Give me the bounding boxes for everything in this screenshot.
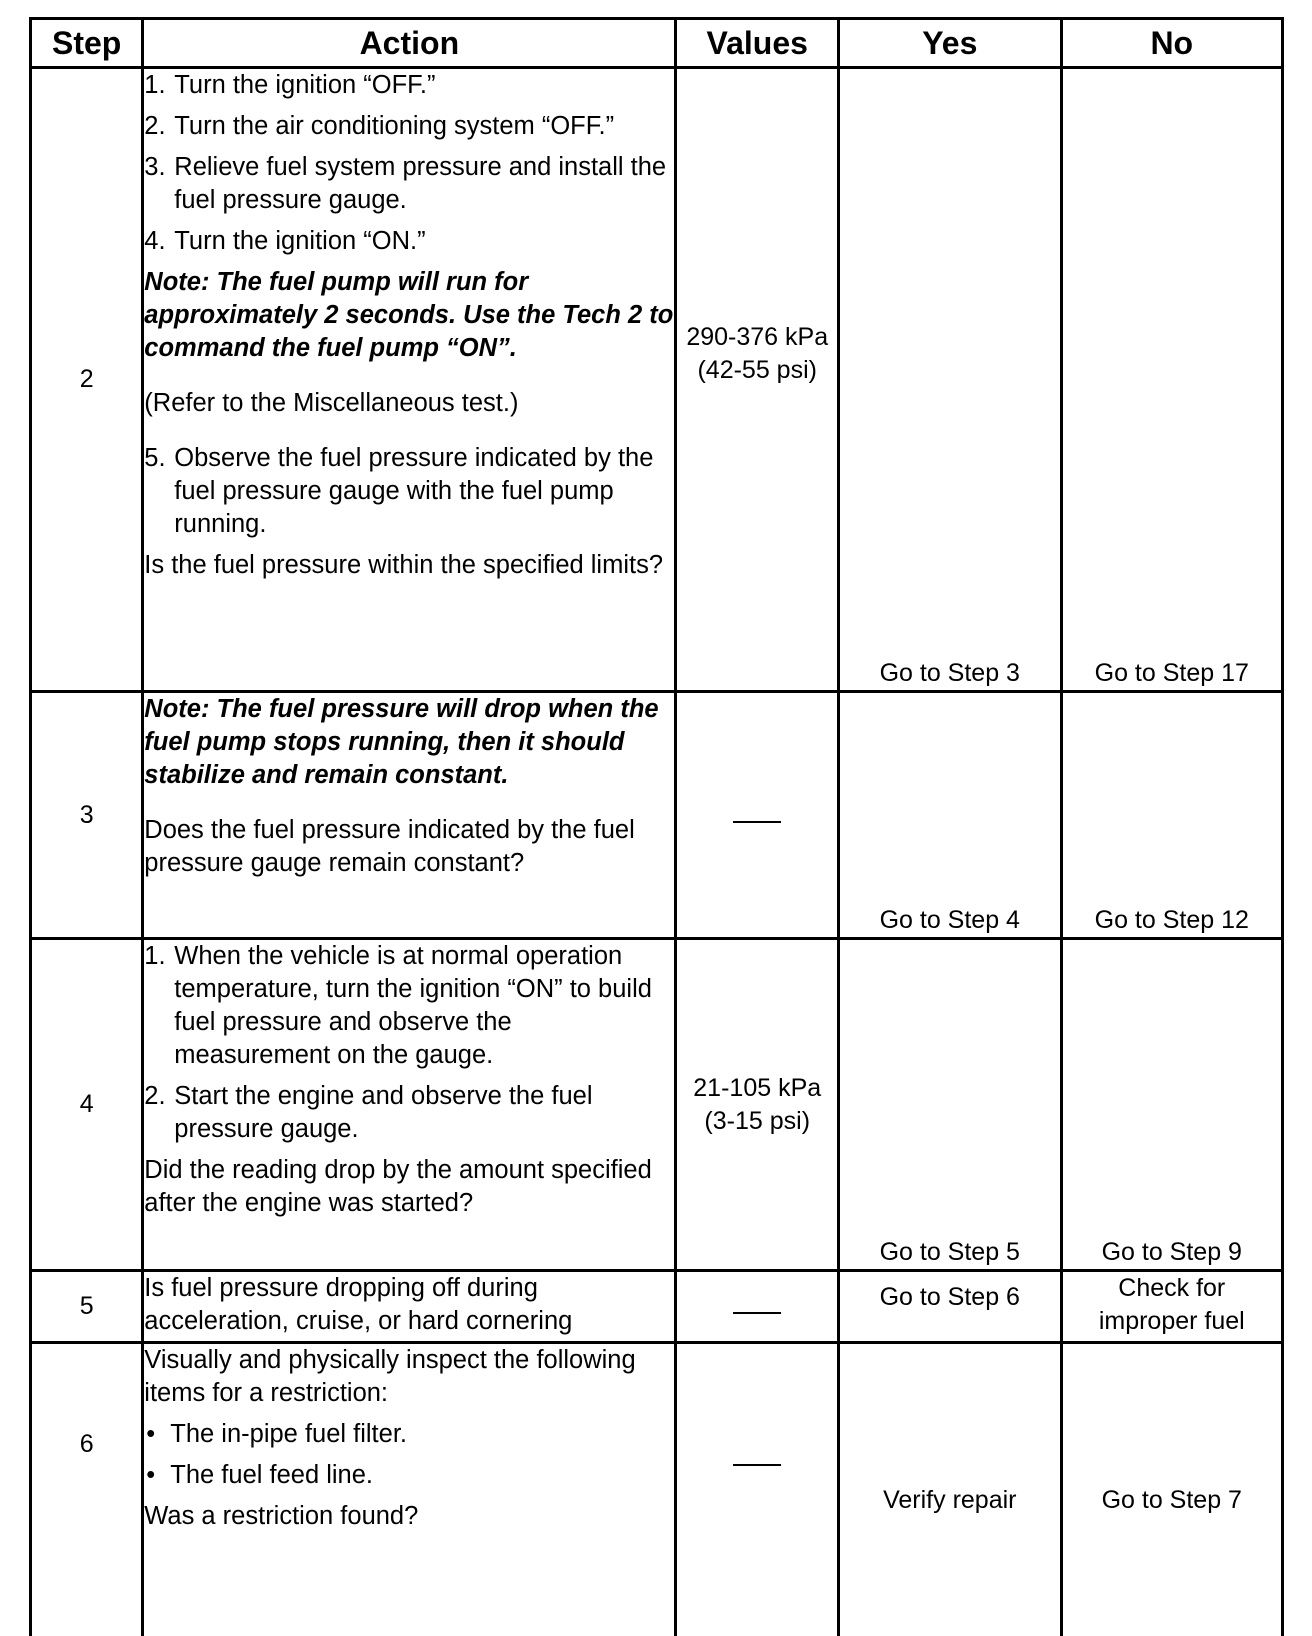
diagnostic-table: [29, 17, 1284, 1636]
values-cell: [676, 1343, 839, 1636]
empty-value-dash: [733, 821, 781, 823]
note-text: Note: The fuel pressure will drop when the fuel pump stops running, then it should stabilize and remain constant.: [144, 695, 659, 789]
no-cell: Go to Step 12: [1061, 692, 1282, 939]
action-cell: [143, 1271, 676, 1343]
question-text: Did the reading drop by the amount specified after the engine was started?: [144, 1156, 652, 1217]
bullet-icon: •: [146, 1461, 156, 1489]
values-text: 21-105 kPa (3-15 psi): [693, 1073, 822, 1135]
values-cell: [676, 1271, 839, 1343]
yes-cell: Go to Step 4: [839, 692, 1061, 939]
yes-cell: Go to Step 6: [839, 1271, 1061, 1343]
no-cell: Go to Step 7: [1061, 1343, 1282, 1636]
bullet-icon: •: [146, 1420, 156, 1448]
question-text: Is fuel pressure dropping off during acceleration, cruise, or hard cornering: [144, 1274, 573, 1335]
action-item: 3. Relieve fuel system pressure and install the fuel pressure gauge.: [144, 153, 667, 214]
header-action: Action: [143, 19, 676, 68]
yes-cell: Verify repair: [839, 1343, 1061, 1636]
table-row-step-3: [31, 692, 1283, 939]
action-cell: [143, 692, 676, 939]
question-text: Does the fuel pressure indicated by the fuel pressure gauge remain constant?: [144, 816, 635, 877]
action-item: 1. When the vehicle is at normal operation temperature, turn the ignition “ON” to build fuel pressure and observe the measurement on the gauge.: [144, 942, 652, 1069]
list-item: • The in-pipe fuel filter.: [144, 1418, 674, 1451]
header-step: Step: [31, 19, 143, 68]
intro-text: Visually and physically inspect the following items for a restriction:: [144, 1346, 636, 1407]
header-no: No: [1061, 19, 1282, 68]
question-text: Is the fuel pressure within the specified limits?: [144, 551, 664, 579]
step-number: 5: [31, 1271, 143, 1343]
table-row-step-5: [31, 1271, 1283, 1343]
no-cell: Check for improper fuel: [1061, 1271, 1282, 1343]
step-number: 2: [31, 68, 143, 692]
values-cell: [676, 939, 839, 1271]
refer-text: (Refer to the Miscellaneous test.): [144, 389, 519, 417]
action-item: 4. Turn the ignition “ON.”: [144, 227, 426, 255]
step-number: 6: [31, 1343, 143, 1636]
action-item: 2. Turn the air conditioning system “OFF.”: [144, 112, 615, 140]
empty-value-dash: [733, 1464, 781, 1466]
table-row-step-2: [31, 68, 1283, 692]
header-yes: Yes: [839, 19, 1061, 68]
action-item: 2. Start the engine and observe the fuel pressure gauge.: [144, 1082, 593, 1143]
action-cell: [143, 1343, 676, 1636]
note-text: Note: The fuel pump will run for approximately 2 seconds. Use the Tech 2 to command the fuel pump “ON”.: [144, 268, 674, 362]
values-cell: [676, 692, 839, 939]
step-number: 4: [31, 939, 143, 1271]
action-cell: [143, 68, 676, 692]
values-text: 290-376 kPa (42-55 psi): [686, 322, 829, 384]
no-cell: Go to Step 17: [1061, 68, 1282, 692]
action-item: 1. Turn the ignition “OFF.”: [144, 71, 436, 99]
header-values: Values: [676, 19, 839, 68]
action-cell: [143, 939, 676, 1271]
question-text: Was a restriction found?: [144, 1502, 419, 1530]
table-row-step-4: [31, 939, 1283, 1271]
yes-cell: Go to Step 5: [839, 939, 1061, 1271]
step-number: 3: [31, 692, 143, 939]
values-cell: [676, 68, 839, 692]
no-cell: Go to Step 9: [1061, 939, 1282, 1271]
empty-value-dash: [733, 1312, 781, 1314]
yes-cell: Go to Step 3: [839, 68, 1061, 692]
action-item: 5. Observe the fuel pressure indicated by the fuel pressure gauge with the fuel pump running.: [144, 444, 654, 538]
table-row-step-6: [31, 1343, 1283, 1636]
list-item: • The fuel feed line.: [144, 1459, 674, 1492]
header-row: [31, 19, 1283, 68]
